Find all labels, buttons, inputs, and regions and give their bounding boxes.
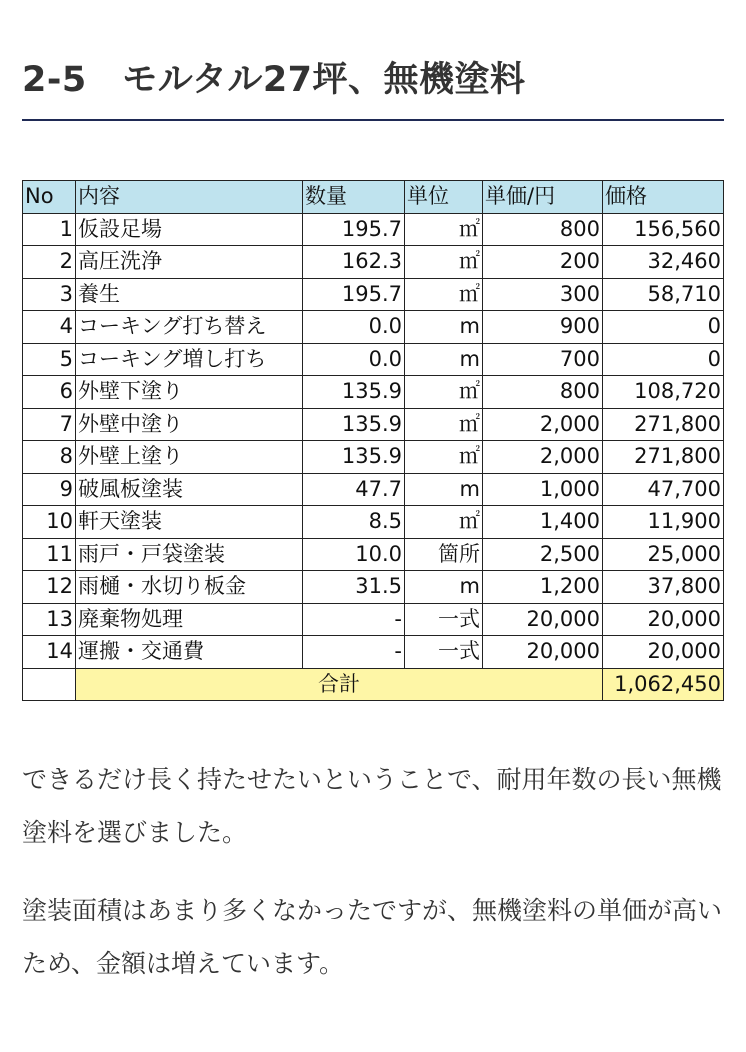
cell-unit: ㎡ — [405, 408, 483, 441]
cell-price: 20,000 — [483, 603, 603, 636]
cell-unit: 一式 — [405, 603, 483, 636]
cell-amount: 0 — [603, 311, 724, 344]
cell-unit: 一式 — [405, 636, 483, 669]
cell-price: 900 — [483, 311, 603, 344]
cell-amount: 20,000 — [603, 636, 724, 669]
cell-qty: 135.9 — [303, 376, 405, 409]
cell-name: コーキング増し打ち — [76, 343, 303, 376]
cell-name: 外壁上塗り — [76, 441, 303, 474]
cell-qty: 195.7 — [303, 213, 405, 246]
cell-qty: 135.9 — [303, 441, 405, 474]
table-row — [23, 246, 724, 279]
cell-amount: 11,900 — [603, 506, 724, 539]
cell-price: 800 — [483, 376, 603, 409]
total-row — [23, 668, 724, 701]
table-row — [23, 278, 724, 311]
table-row — [23, 506, 724, 539]
cell-no: 3 — [23, 278, 76, 311]
cell-no: 8 — [23, 441, 76, 474]
cell-no: 13 — [23, 603, 76, 636]
header-unit: 単位 — [405, 181, 483, 214]
cell-unit: ㎡ — [405, 506, 483, 539]
cell-name: 廃棄物処理 — [76, 603, 303, 636]
cell-amount: 32,460 — [603, 246, 724, 279]
cell-qty: - — [303, 636, 405, 669]
table-row — [23, 473, 724, 506]
cell-name: 外壁下塗り — [76, 376, 303, 409]
section-heading: 2-5 モルタル27坪、無機塗料 — [22, 60, 526, 100]
cell-no: 14 — [23, 636, 76, 669]
cell-no: 12 — [23, 571, 76, 604]
cell-amount: 108,720 — [603, 376, 724, 409]
header-no: No — [23, 181, 76, 214]
cell-name: コーキング打ち替え — [76, 311, 303, 344]
cell-qty: 47.7 — [303, 473, 405, 506]
cell-no: 7 — [23, 408, 76, 441]
cell-price: 1,000 — [483, 473, 603, 506]
table-row — [23, 636, 724, 669]
table-row — [23, 441, 724, 474]
cell-qty: 162.3 — [303, 246, 405, 279]
cell-price: 300 — [483, 278, 603, 311]
cell-qty: 195.7 — [303, 278, 405, 311]
cell-unit: 箇所 — [405, 538, 483, 571]
cell-name: 破風板塗装 — [76, 473, 303, 506]
cell-qty: - — [303, 603, 405, 636]
cell-price: 1,400 — [483, 506, 603, 539]
cell-unit: m — [405, 473, 483, 506]
cell-no: 1 — [23, 213, 76, 246]
cell-name: 軒天塗装 — [76, 506, 303, 539]
cell-name: 雨樋・水切り板金 — [76, 571, 303, 604]
total-label: 合計 — [76, 668, 603, 701]
cell-qty: 31.5 — [303, 571, 405, 604]
header-name: 内容 — [76, 181, 303, 214]
table-row — [23, 571, 724, 604]
cell-price: 700 — [483, 343, 603, 376]
cell-price: 2,500 — [483, 538, 603, 571]
header-qty: 数量 — [303, 181, 405, 214]
cell-unit: ㎡ — [405, 246, 483, 279]
cell-amount: 37,800 — [603, 571, 724, 604]
cell-qty: 135.9 — [303, 408, 405, 441]
table-row — [23, 603, 724, 636]
cell-price: 800 — [483, 213, 603, 246]
cell-price: 20,000 — [483, 636, 603, 669]
cell-qty: 10.0 — [303, 538, 405, 571]
cell-unit: ㎡ — [405, 213, 483, 246]
header-price: 単価/円 — [483, 181, 603, 214]
header-amount: 価格 — [603, 181, 724, 214]
table-row — [23, 311, 724, 344]
table-row — [23, 408, 724, 441]
cell-qty: 0.0 — [303, 311, 405, 344]
cell-no: 9 — [23, 473, 76, 506]
cell-name: 養生 — [76, 278, 303, 311]
cell-name: 運搬・交通費 — [76, 636, 303, 669]
cell-amount: 25,000 — [603, 538, 724, 571]
cell-unit: ㎡ — [405, 278, 483, 311]
cell-name: 外壁中塗り — [76, 408, 303, 441]
cell-unit: ㎡ — [405, 376, 483, 409]
cell-no: 2 — [23, 246, 76, 279]
cell-amount: 156,560 — [603, 213, 724, 246]
cell-no: 11 — [23, 538, 76, 571]
cell-no: 10 — [23, 506, 76, 539]
cell-amount: 20,000 — [603, 603, 724, 636]
cell-price: 200 — [483, 246, 603, 279]
cell-no: 5 — [23, 343, 76, 376]
cell-unit: ㎡ — [405, 441, 483, 474]
table-row — [23, 376, 724, 409]
cell-price: 2,000 — [483, 408, 603, 441]
estimate-table — [22, 180, 724, 701]
cell-amount: 47,700 — [603, 473, 724, 506]
cell-amount: 271,800 — [603, 408, 724, 441]
table-row — [23, 343, 724, 376]
cell-unit: m — [405, 343, 483, 376]
table-row — [23, 538, 724, 571]
cell-no: 4 — [23, 311, 76, 344]
cell-price: 2,000 — [483, 441, 603, 474]
cell-qty: 0.0 — [303, 343, 405, 376]
cell-price: 1,200 — [483, 571, 603, 604]
table-header-row — [23, 181, 724, 214]
paragraph-1: できるだけ長く持たせたいということで、耐用年数の長い無機塗料を選びました。 — [22, 765, 722, 847]
cell-name: 高圧洗浄 — [76, 246, 303, 279]
cell-amount: 58,710 — [603, 278, 724, 311]
total-value: 1,062,450 — [603, 668, 724, 701]
cell-unit: m — [405, 571, 483, 604]
heading-divider — [22, 119, 724, 121]
total-blank-cell — [23, 668, 76, 701]
paragraph-2: 塗装面積はあまり多くなかったですが、無機塗料の単価が高いため、金額は増えています。 — [22, 896, 723, 978]
cell-no: 6 — [23, 376, 76, 409]
cell-qty: 8.5 — [303, 506, 405, 539]
cell-unit: m — [405, 311, 483, 344]
cell-amount: 271,800 — [603, 441, 724, 474]
cell-amount: 0 — [603, 343, 724, 376]
table-row — [23, 213, 724, 246]
cell-name: 仮設足場 — [76, 213, 303, 246]
cell-name: 雨戸・戸袋塗装 — [76, 538, 303, 571]
